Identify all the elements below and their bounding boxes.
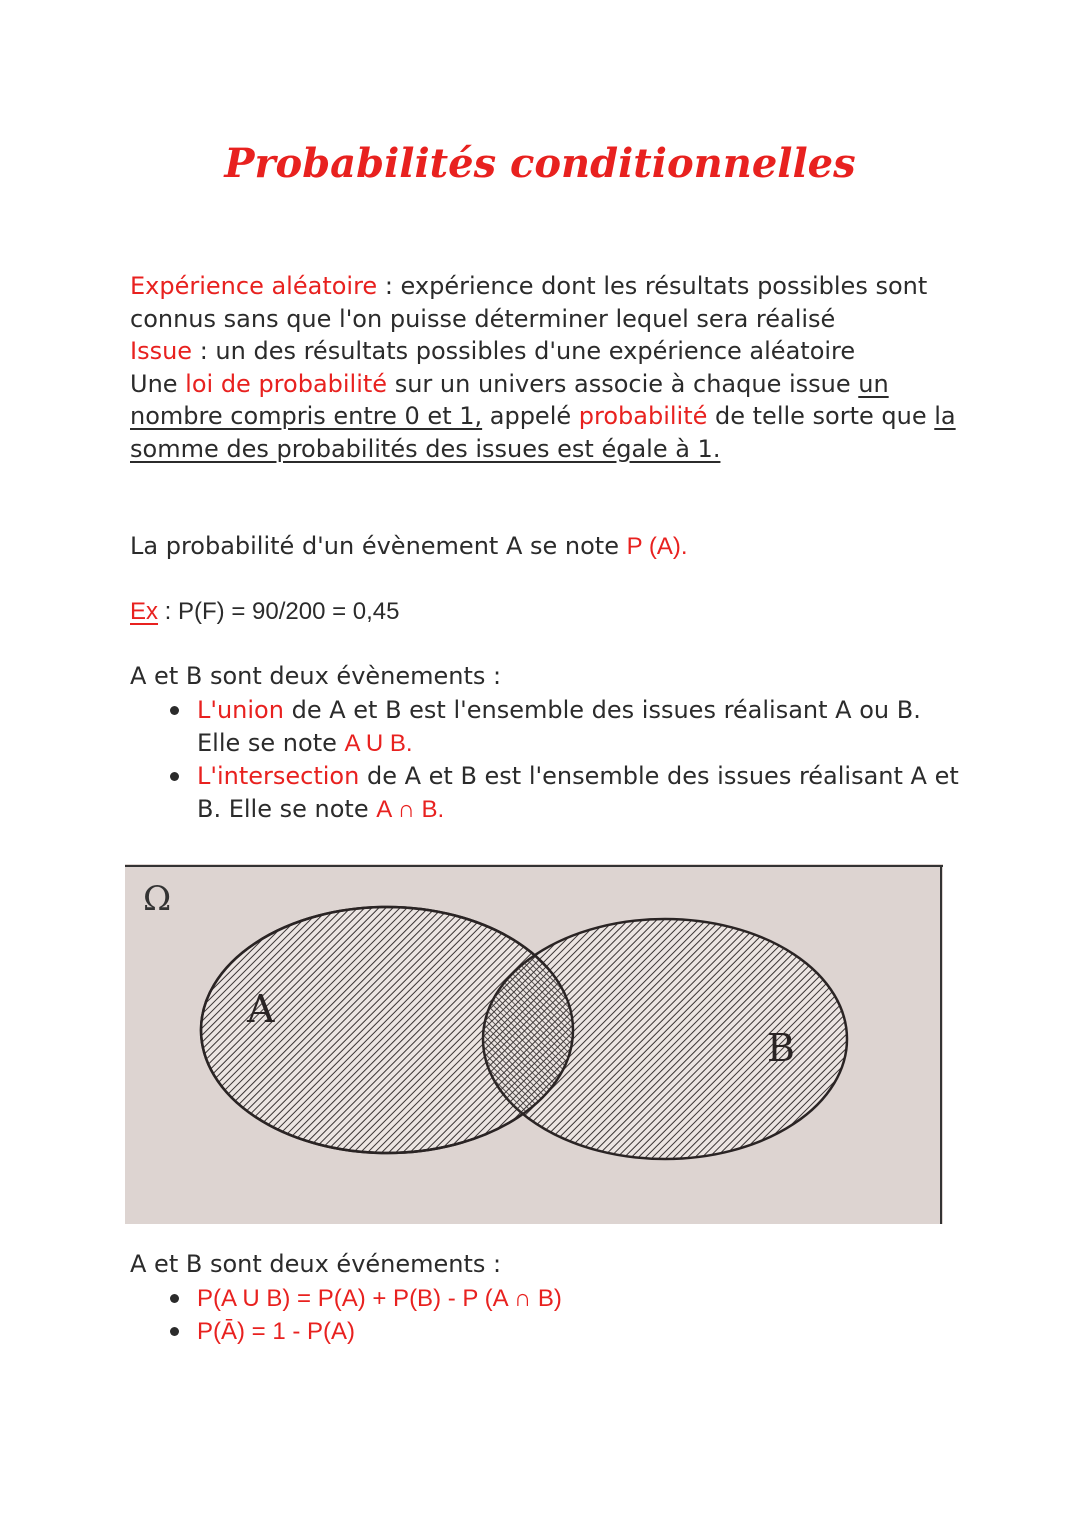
venn-svg [125, 864, 943, 1224]
intersection-formula: A ∩ B. [376, 796, 445, 823]
formulas-list [130, 1282, 960, 1348]
page-title: Probabilités conditionnelles [224, 140, 856, 187]
loi-underline-2: la somme des probabilités des issues est égale à 1. [130, 402, 956, 463]
loi-mid-2: appelé [482, 402, 579, 430]
set-b-label: B [767, 1026, 795, 1070]
loi-prefix: Une [130, 369, 186, 398]
union-probability-formula: P(A U B) = P(A) + P(B) - P (A ∩ B) [197, 1285, 562, 1312]
loi-underline-1: un nombre compris entre 0 et 1, [130, 369, 889, 430]
events-intro-2: A et B sont deux événements : [130, 1250, 502, 1278]
list-item [130, 1315, 960, 1348]
notation-text: La probabilité d'un évènement A se note [130, 532, 627, 560]
notation-formula: P (A). [626, 533, 688, 560]
loi-term: loi de probabilité [185, 369, 388, 398]
set-operations-list [130, 694, 960, 826]
intersection-text: de A et B est l'ensemble des issues réalisant A et B. Elle se note [197, 762, 959, 823]
notation-line [130, 530, 960, 564]
events-intro: A et B sont deux évènements : [130, 662, 502, 690]
venn-diagram [125, 864, 943, 1224]
list-item [130, 1282, 960, 1315]
probabilite-term: probabilité [578, 402, 708, 430]
set-a-label: A [247, 987, 275, 1031]
experience-term: Expérience aléatoire [130, 272, 378, 300]
experience-text: : expérience dont les résultats possibles sont connus sans que l'on puisse déterminer lequel sera réalisé [130, 272, 928, 333]
issue-text: : un des résultats possibles d'une expérience aléatoire [192, 337, 856, 365]
complement-probability-formula: P(Ā) = 1 - P(A) [197, 1318, 356, 1345]
loi-mid-3: de telle sorte que [707, 402, 935, 430]
union-term: L'union [197, 696, 284, 724]
omega-label: Ω [143, 879, 172, 919]
example-line [130, 595, 960, 629]
list-item [130, 694, 960, 760]
list-item [130, 760, 960, 826]
intersection-term: L'intersection [197, 762, 360, 790]
example-label: Ex [130, 598, 159, 625]
union-text: de A et B est l'ensemble des issues réalisant A ou B. Elle se note [197, 696, 921, 757]
definitions-block [130, 270, 960, 465]
example-text: : P(F) = 90/200 = 0,45 [158, 598, 400, 625]
issue-term: Issue [130, 337, 193, 365]
loi-mid: sur un univers associe à chaque issue [387, 369, 859, 398]
union-formula: A U B. [344, 730, 413, 757]
